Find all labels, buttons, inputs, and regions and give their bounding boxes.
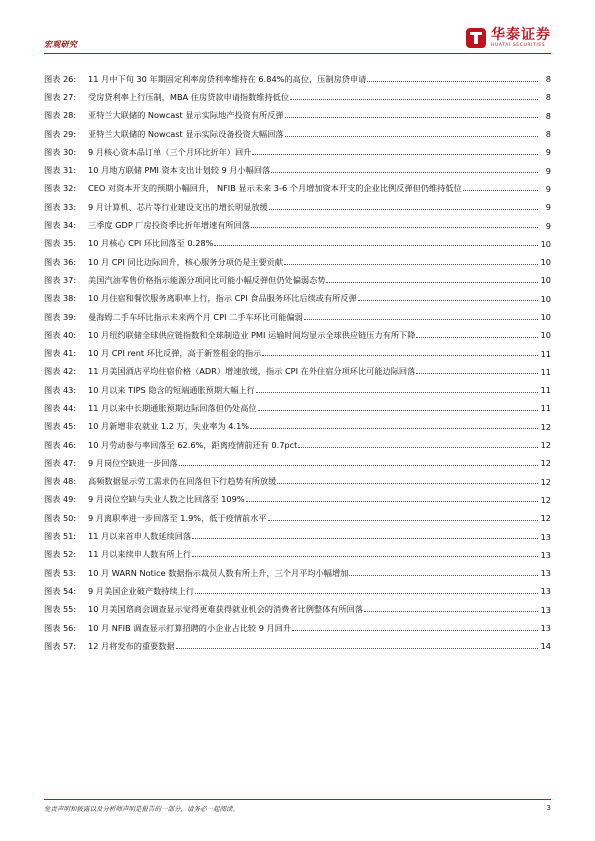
- toc-entry[interactable]: [44, 271, 551, 289]
- brand-logo: [466, 28, 551, 49]
- toc-entry-page: 10: [540, 238, 551, 249]
- footer-divider: [44, 799, 551, 800]
- toc-leader-dots: [364, 611, 538, 612]
- toc-entry-page: 13: [540, 531, 551, 542]
- toc-entry-page: 14: [540, 641, 551, 652]
- toc-entry-page: 8: [545, 129, 551, 140]
- toc-entry-page: 13: [540, 586, 551, 597]
- toc-entry-page: 8: [545, 110, 551, 121]
- toc-entry-label: 图表 47:: [44, 457, 77, 468]
- toc-leader-dots: [195, 593, 538, 594]
- toc-leader-dots: [192, 538, 538, 539]
- toc-entry-title: 10 月新增非农就业 1.2 万，失业率为 4.1%: [88, 421, 250, 432]
- toc-entry-page: 10: [540, 293, 551, 304]
- toc-entry-title: 10 月 CPI rent 环比反弹，高于新签租金的指示: [88, 348, 262, 359]
- toc-entry-title: 9 月岗位空缺与失业人数之比回落至 109%: [88, 494, 245, 505]
- toc-leader-dots: [298, 447, 538, 448]
- toc-entry-title: 10 月地方联储 PMI 资本支出计划较 9 月小幅回落: [88, 165, 271, 176]
- toc-entry-label: 图表 55:: [44, 604, 77, 615]
- toc-leader-dots: [416, 337, 538, 338]
- toc-entry-title: 10 月美国谘商会调查显示觉得更难获得就业机会的消费者比例整体有所回落: [88, 604, 364, 615]
- toc-entry-title: 9 月核心资本品订单（三个月环比折年）回升: [88, 146, 252, 157]
- toc-entry-page: 13: [540, 604, 551, 615]
- toc-entry-label: 图表 46:: [44, 439, 77, 450]
- toc-entry-label: 图表 53:: [44, 567, 77, 578]
- toc-entry[interactable]: [44, 418, 551, 436]
- toc-entry-page: 11: [540, 348, 551, 359]
- toc-leader-dots: [290, 99, 538, 100]
- toc-entry-title: 亚特兰大联储的 Nowcast 显示实际设备投资大幅回落: [88, 128, 284, 139]
- toc-entry[interactable]: [44, 88, 551, 106]
- toc-entry[interactable]: [44, 381, 551, 399]
- toc-entry-page: 11: [540, 403, 551, 414]
- toc-leader-dots: [269, 209, 538, 210]
- toc-entry-title: 高频数据显示劳工需求仍在回落但下行趋势有所放缓: [88, 476, 277, 487]
- toc-leader-dots: [176, 648, 538, 649]
- toc-entry-label: 图表 48:: [44, 476, 77, 487]
- toc-entry-title: 10 月劳动参与率回落至 62.6%，距离疫情前还有 0.7pct: [88, 439, 298, 450]
- toc-leader-dots: [284, 264, 538, 265]
- toc-entry[interactable]: [44, 473, 551, 491]
- toc-entry-label: 图表 31:: [44, 165, 77, 176]
- toc-leader-dots: [416, 373, 538, 374]
- toc-entry-label: 图表 36:: [44, 256, 77, 267]
- brand-name: 华泰证券: [491, 27, 551, 43]
- toc-leader-dots: [463, 190, 538, 191]
- toc-leader-dots: [326, 282, 538, 283]
- toc-entry[interactable]: [44, 601, 551, 619]
- toc-entry-page: 9: [545, 165, 551, 176]
- toc-entry-label: 图表 43:: [44, 384, 77, 395]
- toc-entry[interactable]: [44, 491, 551, 509]
- toc-entry-label: 图表 32:: [44, 183, 77, 194]
- toc-entry-label: 图表 38:: [44, 293, 77, 304]
- toc-leader-dots: [285, 136, 538, 137]
- toc-entry[interactable]: [44, 509, 551, 527]
- toc-entry-title: 9 月计算机、芯片等行业建设支出的增长明显放缓: [88, 201, 268, 212]
- toc-leader-dots: [367, 81, 538, 82]
- toc-entry-page: 8: [545, 92, 551, 103]
- toc-entry-page: 12: [540, 458, 551, 469]
- toc-entry[interactable]: [44, 454, 551, 472]
- toc-leader-dots: [252, 154, 538, 155]
- toc-entry-label: 图表 39:: [44, 311, 77, 322]
- toc-entry-page: 9: [545, 202, 551, 213]
- toc-entry-label: 图表 44:: [44, 402, 77, 413]
- toc-leader-dots: [256, 392, 538, 393]
- toc-entry-page: 12: [540, 440, 551, 451]
- toc-leader-dots: [292, 630, 538, 631]
- toc-entry[interactable]: [44, 143, 551, 161]
- toc-entry-label: 图表 50:: [44, 512, 77, 523]
- toc-leader-dots: [277, 483, 538, 484]
- brand-name-en: HUATAI SECURITIES: [491, 43, 546, 48]
- huatai-logo-icon: [466, 28, 486, 48]
- toc-entry-label: 图表 28:: [44, 110, 77, 121]
- toc-entry-page: 8: [545, 74, 551, 85]
- toc-entry-title: 曼海姆二手车环比指示未来两个月 CPI 二手车环比可能偏弱: [88, 311, 303, 322]
- toc-entry[interactable]: [44, 198, 551, 216]
- toc-leader-dots: [251, 227, 538, 228]
- toc-entry-label: 图表 27:: [44, 91, 77, 102]
- toc-entry[interactable]: [44, 546, 551, 564]
- toc-entry[interactable]: [44, 363, 551, 381]
- toc-leader-dots: [258, 410, 538, 411]
- toc-entry-title: 11 月中下旬 30 年期固定利率房贷利率维持在 6.84%的高位，压制房贷申请: [88, 73, 367, 84]
- toc-entry-page: 12: [540, 476, 551, 487]
- toc-entry-page: 9: [545, 220, 551, 231]
- toc-entry-label: 图表 41:: [44, 348, 77, 359]
- toc-entry[interactable]: [44, 582, 551, 600]
- toc-entry-page: 11: [540, 385, 551, 396]
- toc-entry[interactable]: [44, 161, 551, 179]
- toc-entry-label: 图表 45:: [44, 421, 77, 432]
- toc-entry[interactable]: [44, 399, 551, 417]
- toc-entry-label: 图表 33:: [44, 201, 77, 212]
- toc-entry[interactable]: [44, 107, 551, 125]
- toc-entry-title: 10 月纽约联储全球供应链指数和全球制造业 PMI 运输时间均显示全球供应链压力有所下降: [88, 329, 416, 340]
- toc-entry-title: 9 月美国企业破产数持续上行: [88, 585, 195, 596]
- header-divider: [44, 53, 551, 54]
- toc-entry-title: 9 月岗位空缺进一步回落: [88, 457, 178, 468]
- toc-entry-title: 亚特兰大联储的 Nowcast 显示实际地产投资有所反弹: [88, 110, 284, 121]
- toc-entry-page: 10: [540, 257, 551, 268]
- toc-entry-label: 图表 35:: [44, 238, 77, 249]
- toc-entry-page: 9: [545, 183, 551, 194]
- toc-entry-label: 图表 34:: [44, 220, 77, 231]
- toc-entry-label: 图表 51:: [44, 531, 77, 542]
- toc-entry[interactable]: [44, 308, 551, 326]
- toc-leader-dots: [192, 556, 538, 557]
- toc-entry-label: 图表 30:: [44, 146, 77, 157]
- toc-entry[interactable]: [44, 235, 551, 253]
- toc-entry-page: 13: [540, 549, 551, 560]
- toc-entry-page: 13: [540, 568, 551, 579]
- toc-entry-label: 图表 37:: [44, 274, 77, 285]
- toc-entry-title: 11 月美国酒店平均住宿价格（ADR）增速放缓，指示 CPI 在外住宿分项环比可能边际回落: [88, 366, 416, 377]
- toc-leader-dots: [262, 355, 538, 356]
- toc-entry-title: 11 月以来续申人数有所上行: [88, 549, 192, 560]
- toc-entry[interactable]: [44, 216, 551, 234]
- toc-entry-label: 图表 29:: [44, 128, 77, 139]
- toc-leader-dots: [271, 172, 538, 173]
- toc-entry-title: 三季度 GDP 厂房投资季比折年增速有所回落: [88, 220, 250, 231]
- toc-entry[interactable]: [44, 564, 551, 582]
- toc-entry-title: 10 月 CPI 同比边际回升，核心服务分项仍是主要贡献: [88, 256, 284, 267]
- toc-entry-title: 10 月以来 TIPS 隐含的短端通胀预期大幅上行: [88, 384, 255, 395]
- toc-entry-label: 图表 49:: [44, 494, 77, 505]
- toc-entry[interactable]: [44, 344, 551, 362]
- toc-entry-label: 图表 42:: [44, 366, 77, 377]
- toc-entry-title: 10 月 NFIB 调查显示打算招聘的小企业占比较 9 月回升: [88, 622, 292, 633]
- toc-entry[interactable]: [44, 70, 551, 88]
- toc-entry[interactable]: [44, 436, 551, 454]
- toc-entry-label: 图表 54:: [44, 585, 77, 596]
- toc-entry[interactable]: [44, 527, 551, 545]
- toc-entry-label: 图表 57:: [44, 640, 77, 651]
- toc-entry-title: 受房贷利率上行压制，MBA 住房贷款申请指数维持低位: [88, 91, 290, 102]
- toc-leader-dots: [214, 245, 538, 246]
- toc-entry-label: 图表 56:: [44, 622, 77, 633]
- figure-list: [44, 70, 551, 656]
- toc-entry[interactable]: [44, 637, 551, 655]
- toc-entry-page: 12: [540, 513, 551, 524]
- toc-entry-title: 11 月以来首申人数延续回落: [88, 531, 192, 542]
- toc-entry[interactable]: [44, 253, 551, 271]
- page-number: 3: [546, 804, 551, 812]
- toc-entry[interactable]: [44, 180, 551, 198]
- toc-entry-page: 13: [540, 623, 551, 634]
- toc-entry-page: 11: [540, 366, 551, 377]
- disclaimer: 免责声明和披露以及分析师声明是报告的一部分，请务必一起阅读。: [44, 805, 239, 813]
- toc-leader-dots: [268, 520, 538, 521]
- toc-entry-title: 11 月以来中长期通胀预期边际回落但仍处高位: [88, 402, 257, 413]
- toc-leader-dots: [179, 465, 538, 466]
- toc-entry[interactable]: [44, 125, 551, 143]
- toc-leader-dots: [285, 117, 538, 118]
- toc-entry-label: 图表 40:: [44, 329, 77, 340]
- section-label: 宏观研究: [44, 40, 78, 49]
- page-header: [0, 0, 595, 56]
- toc-leader-dots: [349, 575, 538, 576]
- toc-entry[interactable]: [44, 290, 551, 308]
- toc-entry-label: 图表 52:: [44, 549, 77, 560]
- toc-entry-page: 12: [540, 421, 551, 432]
- toc-entry-title: 9 月离职率进一步回落至 1.9%，低于疫情前水平: [88, 512, 267, 523]
- toc-entry-page: 10: [540, 312, 551, 322]
- toc-leader-dots: [304, 319, 538, 320]
- toc-leader-dots: [250, 428, 538, 429]
- toc-entry[interactable]: [44, 326, 551, 344]
- toc-entry-title: 美国汽油零售价格指示能源分项同比可能小幅反弹但仍处偏弱态势: [88, 274, 326, 285]
- toc-leader-dots: [246, 501, 538, 502]
- toc-entry[interactable]: [44, 619, 551, 637]
- toc-entry-title: 10 月核心 CPI 环比回落至 0.28%: [88, 238, 214, 249]
- toc-entry-page: 10: [540, 275, 551, 286]
- toc-entry-label: 图表 26:: [44, 73, 77, 84]
- toc-entry-title: CEO 对资本开支的预期小幅回升， NFIB 显示未来 3-6 个月增加资本开支的企业比例反弹但仍维持低位: [88, 183, 462, 194]
- toc-leader-dots: [358, 300, 538, 301]
- toc-entry-title: 10 月 WARN Notice 数据指示裁员人数有所上升，三个月平均小幅增加: [88, 567, 349, 578]
- toc-entry-page: 10: [540, 330, 551, 341]
- toc-entry-title: 12 月将发布的重要数据: [88, 640, 175, 651]
- toc-entry-page: 9: [545, 147, 551, 158]
- toc-entry-page: 12: [540, 494, 551, 505]
- toc-entry-title: 10 月住宿和餐饮服务离职率上行，指示 CPI 食品服务环比后续或有所反弹: [88, 293, 357, 304]
